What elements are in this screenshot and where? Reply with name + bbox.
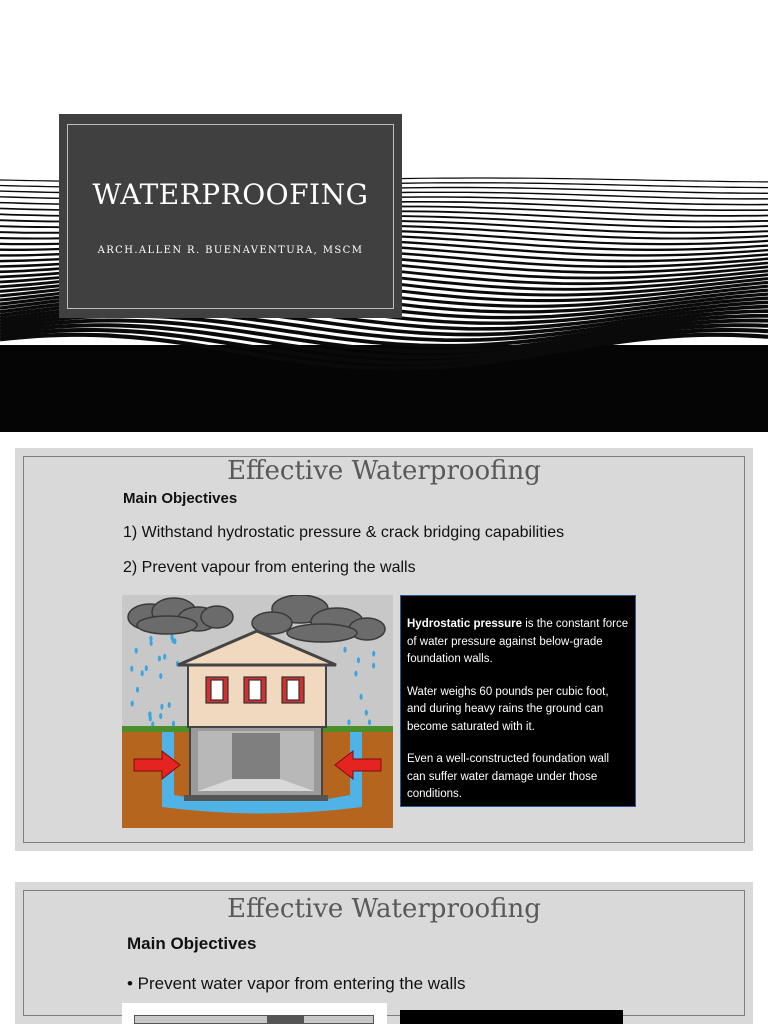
rain-drop [163, 654, 166, 660]
content-slide-vapor [15, 882, 753, 1024]
content-slide-hydrostatic [15, 448, 753, 851]
rain-drop [158, 656, 161, 662]
title-slide [0, 0, 768, 432]
rain-drop [354, 671, 357, 677]
vapor-illustration [122, 1003, 387, 1024]
objective-item: 1) Withstand hydrostatic pressure & crack bridging capabilities [123, 524, 565, 541]
rain-drop [365, 710, 368, 716]
slide-title: Effective Waterproofing [227, 894, 541, 924]
rain-drop [368, 719, 371, 725]
title-box [59, 114, 402, 318]
hydrostatic-info-box [400, 595, 636, 807]
hydrostatic-pressure-illustration [122, 595, 393, 828]
rain-drop [135, 648, 138, 654]
info-paragraph: Water weighs 60 pounds per cubic foot, and during heavy rains the ground can become saturated with it. [407, 685, 609, 733]
rain-drop [159, 713, 162, 719]
rain-drop [141, 670, 144, 676]
presentation-title: WATERPROOFING [92, 178, 369, 211]
rain-drop [170, 634, 173, 640]
wall-section-image [134, 1015, 374, 1024]
rain-drop [168, 702, 171, 708]
info-paragraph: Even a well-constructed foundation wall can suffer water damage under those conditions. [407, 753, 610, 800]
rain-drop [372, 663, 375, 669]
slide-title: Effective Waterproofing [227, 456, 541, 486]
presentation-author: ARCH.ALLEN R. BUENAVENTURA, MSCM [97, 245, 364, 256]
rain-drop [372, 651, 375, 657]
rain-drop [160, 704, 163, 710]
rain-drop [347, 719, 350, 725]
rain-drop [159, 673, 162, 679]
rain-drop [136, 687, 139, 693]
rain-drop [360, 694, 363, 700]
title-frame [67, 124, 394, 309]
info-paragraph [407, 616, 629, 669]
objective-item: 2) Prevent vapour from entering the walls [123, 559, 416, 576]
rain-drop [148, 712, 151, 718]
wall-column-image [267, 1015, 304, 1024]
info-term: Hydrostatic pressure [407, 618, 523, 630]
rain-drop [343, 647, 346, 653]
rain-drop [357, 657, 360, 663]
objectives-heading: Main Objectives [123, 490, 238, 507]
rain-drop [145, 665, 148, 671]
rain-drop [150, 640, 153, 646]
objectives-heading: Main Objectives [127, 934, 257, 953]
rain-drop [172, 721, 175, 727]
rain-drop [131, 701, 134, 707]
info-box [400, 1010, 623, 1024]
rain-drop [130, 666, 133, 672]
objective-item: • Prevent water vapor from entering the walls [127, 974, 466, 993]
info-definition: is the constant force of water pressure against below-grade foundation walls. [407, 618, 629, 665]
